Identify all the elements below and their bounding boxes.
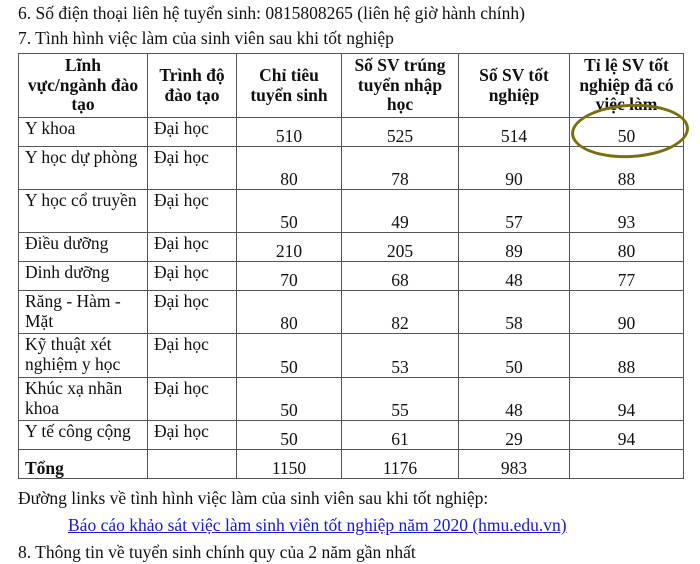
- header-enrolled: Số SV trúng tuyển nhập học: [342, 54, 459, 118]
- table-row: [19, 262, 684, 291]
- cell-quota: 50: [237, 190, 342, 233]
- cell-graduated: 48: [459, 378, 570, 421]
- cell-name: Răng - Hàm - Mặt: [19, 291, 148, 334]
- cell-enrolled: 82: [342, 291, 459, 334]
- header-employed-rate: Tỉ lệ SV tốt nghiệp đã có việc làm: [570, 54, 684, 118]
- cell-enrolled: 55: [342, 378, 459, 421]
- table-row: [19, 233, 684, 262]
- employment-report-link[interactable]: Báo cáo khảo sát việc làm sinh viên tốt nghiệp năm 2020 (hmu.edu.vn): [68, 515, 567, 535]
- section-8-title: 8. Thông tin về tuyển sinh chính quy của 2 năm gần nhất: [18, 542, 416, 562]
- table-row: [19, 378, 684, 421]
- cell-total-employed-rate: [570, 450, 684, 479]
- cell-name: Khúc xạ nhãn khoa: [19, 378, 148, 421]
- table-row: [19, 334, 684, 378]
- cell-employed-rate: 94: [570, 378, 684, 421]
- cell-enrolled: 205: [342, 233, 459, 262]
- cell-enrolled: 68: [342, 262, 459, 291]
- cell-graduated: 57: [459, 190, 570, 233]
- cell-quota: 70: [237, 262, 342, 291]
- cell-graduated: 48: [459, 262, 570, 291]
- cell-name: Y tế công cộng: [19, 421, 148, 450]
- cell-level: Đại học: [148, 118, 237, 147]
- cell-level: Đại học: [148, 378, 237, 421]
- cell-enrolled: 61: [342, 421, 459, 450]
- cell-total-quota: 1150: [237, 450, 342, 479]
- cell-quota: 80: [237, 147, 342, 190]
- cell-level: Đại học: [148, 233, 237, 262]
- cell-quota: 50: [237, 421, 342, 450]
- cell-quota: 80: [237, 291, 342, 334]
- cell-employed-rate: 90: [570, 291, 684, 334]
- cell-enrolled: 53: [342, 334, 459, 378]
- cell-level: Đại học: [148, 291, 237, 334]
- cell-employed-rate: 77: [570, 262, 684, 291]
- cell-graduated: 89: [459, 233, 570, 262]
- header-level: Trình độ đào tạo: [148, 54, 237, 118]
- cell-quota: 50: [237, 334, 342, 378]
- cell-employed-rate: 88: [570, 147, 684, 190]
- cell-graduated: 50: [459, 334, 570, 378]
- table-row: [19, 118, 684, 147]
- employment-table: [18, 53, 684, 479]
- cell-enrolled: 49: [342, 190, 459, 233]
- cell-employed-rate: 93: [570, 190, 684, 233]
- cell-graduated: 29: [459, 421, 570, 450]
- table-header-row: [19, 54, 684, 118]
- header-quota: Chỉ tiêu tuyển sinh: [237, 54, 342, 118]
- cell-employed-rate: 80: [570, 233, 684, 262]
- section-6-phone-info: 6. Số điện thoại liên hệ tuyển sinh: 0815808265 (liên hệ giờ hành chính): [18, 3, 525, 23]
- cell-total-level: [148, 450, 237, 479]
- table-row: [19, 147, 684, 190]
- cell-quota: 210: [237, 233, 342, 262]
- cell-name: Y học cổ truyền: [19, 190, 148, 233]
- cell-graduated: 90: [459, 147, 570, 190]
- cell-enrolled: 525: [342, 118, 459, 147]
- cell-name: Điều dưỡng: [19, 233, 148, 262]
- cell-enrolled: 78: [342, 147, 459, 190]
- cell-level: Đại học: [148, 190, 237, 233]
- table-row: [19, 421, 684, 450]
- section-7-title: 7. Tình hình việc làm của sinh viên sau khi tốt nghiệp: [18, 28, 394, 48]
- table-row: [19, 190, 684, 233]
- cell-level: Đại học: [148, 421, 237, 450]
- cell-employed-rate: 88: [570, 334, 684, 378]
- table-row: [19, 291, 684, 334]
- cell-employed-rate: 50: [570, 118, 684, 147]
- table-total-row: [19, 450, 684, 479]
- cell-total-enrolled: 1176: [342, 450, 459, 479]
- header-field: Lĩnh vực/ngành đào tạo: [19, 54, 148, 118]
- cell-graduated: 58: [459, 291, 570, 334]
- links-intro-text: Đường links về tình hình việc làm của sinh viên sau khi tốt nghiệp:: [18, 488, 489, 508]
- cell-quota: 510: [237, 118, 342, 147]
- cell-level: Đại học: [148, 147, 237, 190]
- cell-level: Đại học: [148, 262, 237, 291]
- cell-graduated: 514: [459, 118, 570, 147]
- cell-name: Y học dự phòng: [19, 147, 148, 190]
- cell-name: Kỹ thuật xét nghiệm y học: [19, 334, 148, 378]
- cell-total-graduated: 983: [459, 450, 570, 479]
- cell-total-label: Tổng: [19, 450, 148, 479]
- cell-name: Dinh dưỡng: [19, 262, 148, 291]
- header-graduated: Số SV tốt nghiệp: [459, 54, 570, 118]
- cell-employed-rate: 94: [570, 421, 684, 450]
- cell-name: Y khoa: [19, 118, 148, 147]
- cell-quota: 50: [237, 378, 342, 421]
- cell-level: Đại học: [148, 334, 237, 378]
